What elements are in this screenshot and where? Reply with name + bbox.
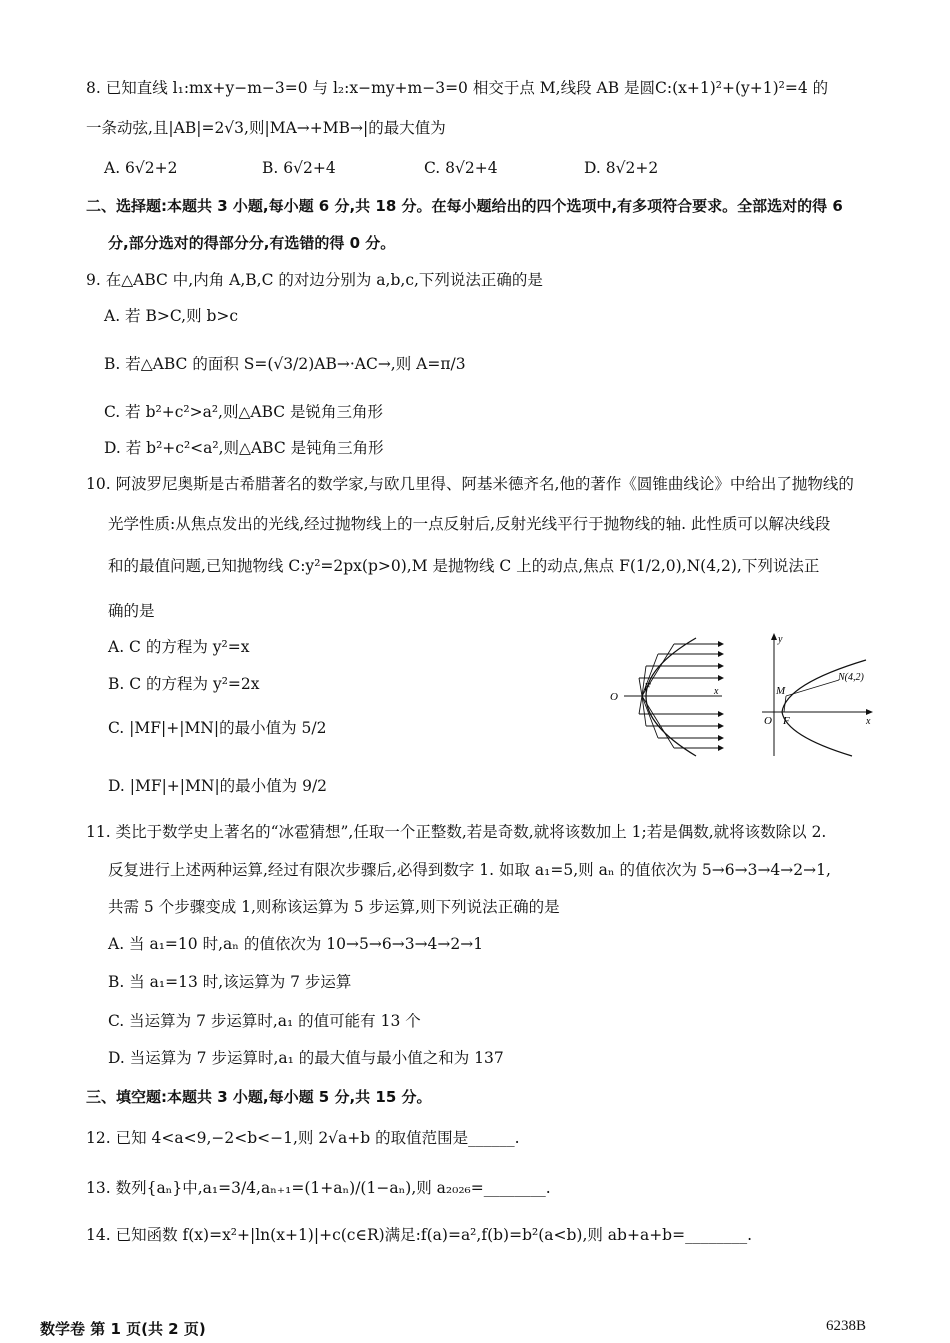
q8-option-d: D. 8√2+2 bbox=[584, 159, 659, 177]
q8-option-b: B. 6√2+4 bbox=[262, 159, 336, 177]
fig2-n-label: N(4,2) bbox=[838, 672, 864, 683]
parabola-coordinate-figure bbox=[756, 632, 876, 758]
paper-code: 6238B bbox=[826, 1318, 867, 1334]
q9-option-a: A. 若 B>C,则 b>c bbox=[104, 307, 239, 325]
q9-stem: 9. 在△ABC 中,内角 A,B,C 的对边分别为 a,b,c,下列说法正确的是 bbox=[86, 271, 543, 289]
fig2-x-label: x bbox=[866, 716, 871, 727]
fig1-focus-label: F bbox=[644, 681, 651, 693]
fig2-y-label: y bbox=[778, 634, 783, 645]
q11-stem-line1: 11. 类比于数学史上著名的“冰雹猜想”,任取一个正整数,若是奇数,就将该数加上 1;若是偶数,就将该数除以 2. bbox=[86, 823, 827, 841]
q10-option-d: D. |MF|+|MN|的最小值为 9/2 bbox=[108, 777, 328, 795]
section2-heading-line1: 二、选择题:本题共 3 小题,每小题 6 分,共 18 分。在每小题给出的四个选项中,有多项符合要求。全部选对的得 6 bbox=[86, 197, 843, 215]
fig2-origin-label: O bbox=[764, 715, 772, 727]
q14-stem: 14. 已知函数 f(x)=x²+|ln(x+1)|+c(c∈R)满足:f(a)=a²,f(b)=b²(a<b),则 ab+a+b=________. bbox=[86, 1226, 753, 1244]
q10-option-c: C. |MF|+|MN|的最小值为 5/2 bbox=[108, 719, 327, 737]
q10-stem-line4: 确的是 bbox=[108, 602, 155, 620]
q11-option-b: B. 当 a₁=13 时,该运算为 7 步运算 bbox=[108, 973, 352, 991]
q10-stem-line3: 和的最值问题,已知抛物线 C:y²=2px(p>0),M 是抛物线 C 上的动点,焦点 F(1/2,0),N(4,2),下列说法正 bbox=[108, 557, 820, 575]
q10-stem-line1: 10. 阿波罗尼奥斯是古希腊著名的数学家,与欧几里得、阿基米德齐名,他的著作《圆锥曲线论》中给出了抛物线的 bbox=[86, 475, 854, 493]
q11-stem-line3: 共需 5 个步骤变成 1,则称该运算为 5 步运算,则下列说法正确的是 bbox=[108, 898, 560, 916]
section2-heading-line2: 分,部分选对的得部分分,有选错的得 0 分。 bbox=[108, 234, 396, 252]
fig1-x-label: x bbox=[714, 686, 719, 697]
section3-heading: 三、填空题:本题共 3 小题,每小题 5 分,共 15 分。 bbox=[86, 1088, 432, 1106]
q9-option-d: D. 若 b²+c²<a²,则△ABC 是钝角三角形 bbox=[104, 439, 384, 457]
fig2-focus-label: F bbox=[783, 715, 790, 727]
q8-option-c: C. 8√2+4 bbox=[424, 159, 498, 177]
page-footer: 数学卷 第 1 页(共 2 页) bbox=[40, 1320, 206, 1338]
q9-option-c: C. 若 b²+c²>a²,则△ABC 是锐角三角形 bbox=[104, 403, 384, 421]
fig1-origin-label: O bbox=[610, 691, 618, 703]
q8-stem-line2: 一条动弦,且|AB|=2√3,则|MA→+MB→|的最大值为 bbox=[86, 119, 446, 137]
q9-option-b: B. 若△ABC 的面积 S=(√3/2)AB→·AC→,则 A=π/3 bbox=[104, 355, 466, 373]
fig2-m-label: M bbox=[776, 685, 786, 697]
q11-option-c: C. 当运算为 7 步运算时,a₁ 的值可能有 13 个 bbox=[108, 1012, 421, 1030]
parabola-reflection-figure bbox=[606, 632, 726, 762]
q10-option-a: A. C 的方程为 y²=x bbox=[108, 638, 250, 656]
q10-option-b: B. C 的方程为 y²=2x bbox=[108, 675, 260, 693]
q11-option-d: D. 当运算为 7 步运算时,a₁ 的最大值与最小值之和为 137 bbox=[108, 1049, 504, 1067]
q8-stem-line1: 8. 已知直线 l₁:mx+y−m−3=0 与 l₂:x−my+m−3=0 相交于点 M,线段 AB 是圆C:(x+1)²+(y+1)²=4 的 bbox=[86, 79, 829, 97]
q10-stem-line2: 光学性质:从焦点发出的光线,经过抛物线上的一点反射后,反射光线平行于抛物线的轴. 此性质可以解决线段 bbox=[108, 515, 831, 533]
q8-option-a: A. 6√2+2 bbox=[104, 159, 178, 177]
q11-stem-line2: 反复进行上述两种运算,经过有限次步骤后,必得到数字 1. 如取 a₁=5,则 aₙ 的值依次为 5→6→3→4→2→1, bbox=[108, 861, 831, 879]
q12-stem: 12. 已知 4<a<9,−2<b<−1,则 2√a+b 的取值范围是______. bbox=[86, 1129, 520, 1147]
q11-option-a: A. 当 a₁=10 时,aₙ 的值依次为 10→5→6→3→4→2→1 bbox=[108, 935, 484, 953]
q13-stem: 13. 数列{aₙ}中,a₁=3/4,aₙ₊₁=(1+aₙ)/(1−aₙ),则 a₂₀₂₆=________. bbox=[86, 1179, 551, 1197]
